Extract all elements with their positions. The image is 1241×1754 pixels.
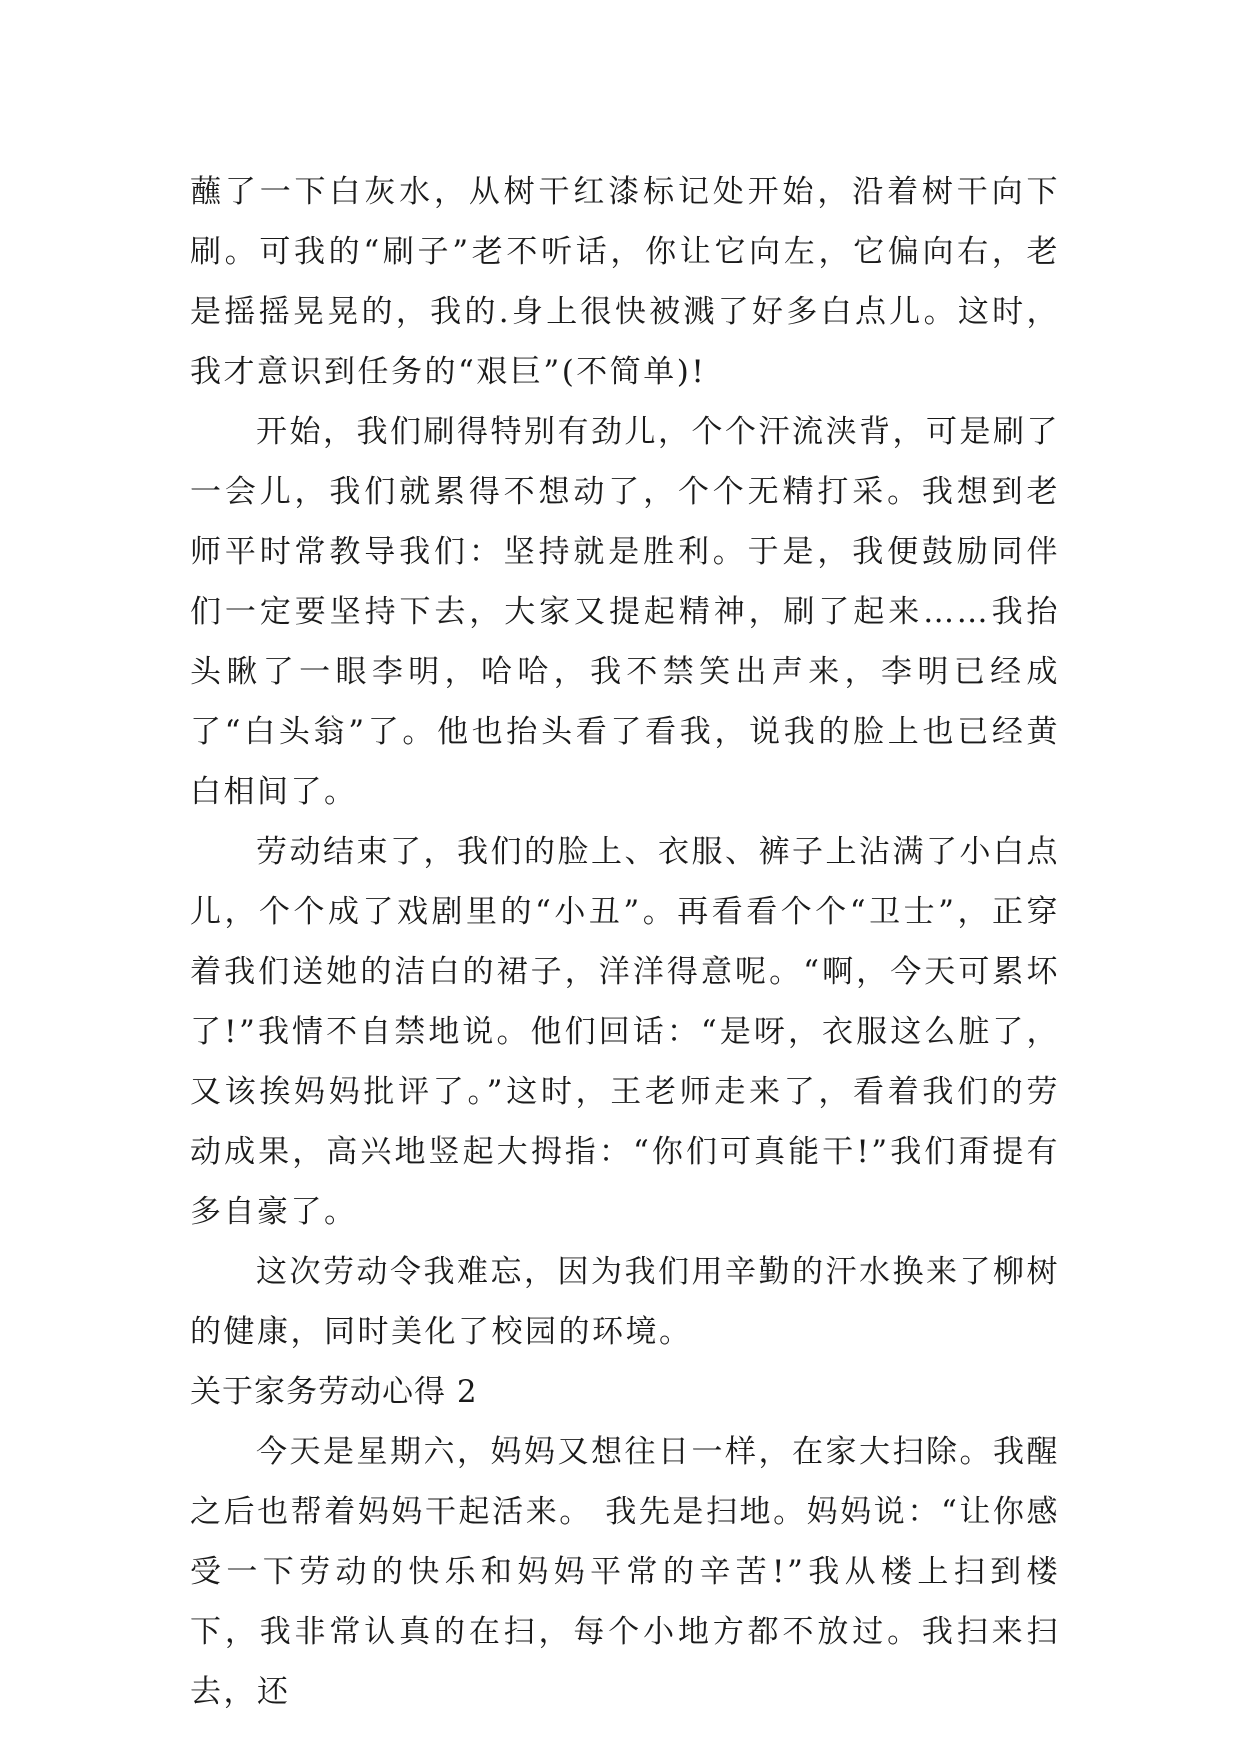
section-paragraph-1: 今天是星期六，妈妈又想往日一样，在家大扫除。我醒之后也帮着妈妈干起活来。 我先是扫地。妈妈说：“让你感受一下劳动的快乐和妈妈平常的辛苦!”我从楼上扫到楼下，我非常认真的在扫，每个小地方都不放过。我扫来扫去，还	[190, 1434, 1060, 1710]
section-title: 关于家务劳动心得 2	[190, 1374, 478, 1410]
paragraph-4: 这次劳动令我难忘，因为我们用辛勤的汗水换来了柳树的健康，同时美化了校园的环境。	[190, 1254, 1060, 1350]
paragraph-1: 蘸了一下白灰水，从树干红漆标记处开始，沿着树干向下刷。可我的“刷子”老不听话，你让它向左，它偏向右，老是摇摇晃晃的，我的.身上很快被溅了好多白点儿。这时，我才意识到任务的“艰巨”(不简单)!	[190, 174, 1060, 390]
paragraph-2: 开始，我们刷得特别有劲儿，个个汗流浃背，可是刷了一会儿，我们就累得不想动了，个个无精打采。我想到老师平时常教导我们：坚持就是胜利。于是，我便鼓励同伴们一定要坚持下去，大家又提起精神，刷了起来……我抬头瞅了一眼李明，哈哈，我不禁笑出声来，李明已经成了“白头翁”了。他也抬头看了看我，说我的脸上也已经黄白相间了。	[190, 414, 1060, 810]
document-body	[190, 162, 1060, 1722]
paragraph-3: 劳动结束了，我们的脸上、衣服、裤子上沾满了小白点儿，个个成了戏剧里的“小丑”。再看看个个“卫士”，正穿着我们送她的洁白的裙子，洋洋得意呢。“啊，今天可累坏了!”我情不自禁地说。他们回话：“是呀，衣服这么脏了，又该挨妈妈批评了。”这时，王老师走来了，看着我们的劳动成果，高兴地竖起大拇指：“你们可真能干!”我们甭提有多自豪了。	[190, 834, 1060, 1230]
